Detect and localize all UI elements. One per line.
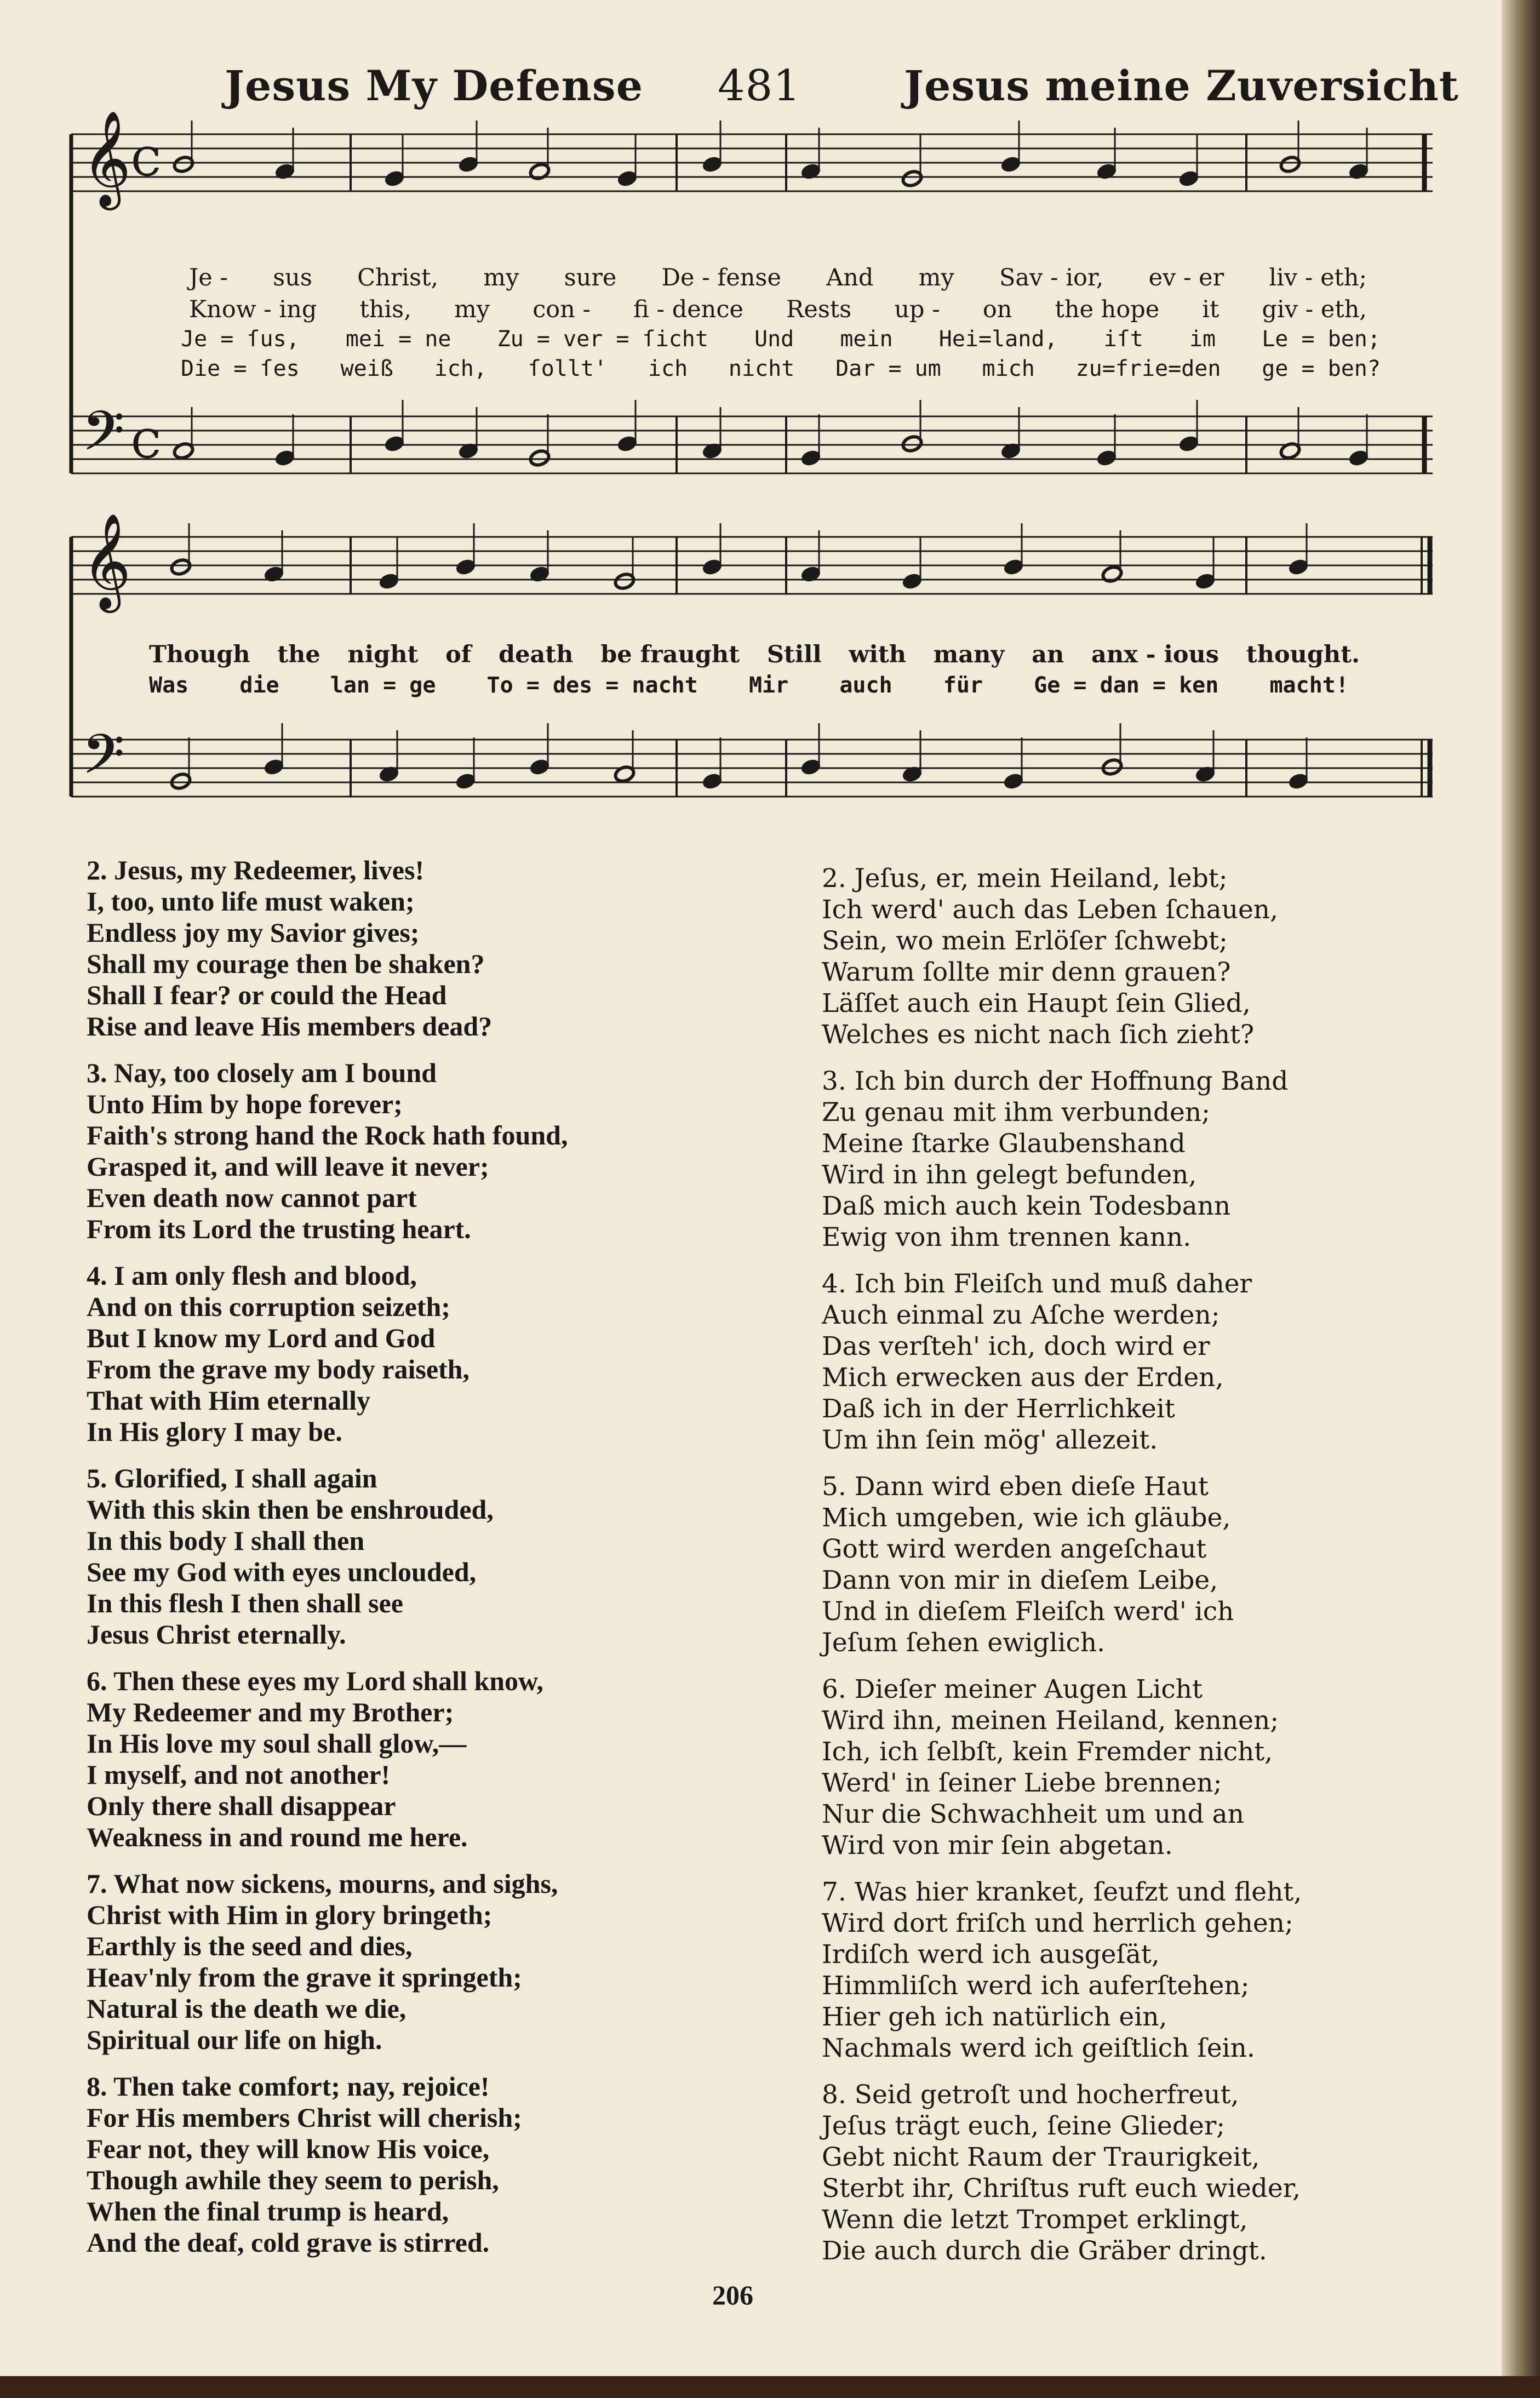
stanza-line: Läſſet auch ein Haupt ſein Glied,: [822, 988, 1251, 1018]
stanza-line: Und in dieſem Fleiſch werd' ich: [822, 1596, 1234, 1627]
lyric-syllable: Ge = dan = ken: [1034, 673, 1219, 698]
stanza-line: For His members Christ will cherish;: [87, 2102, 522, 2133]
stanza-line: Hier geh ich natürlich ein,: [822, 2002, 1167, 2032]
lyric-syllable: Hei=land,: [938, 327, 1058, 352]
lyric-syllable: Christ,: [357, 264, 439, 291]
stanza-line: Nur die Schwachheit um und an: [822, 1799, 1244, 1829]
lyric-syllable: And: [826, 264, 874, 291]
stanza-line: Shall my courage then be shaken?: [87, 948, 485, 979]
stanza-line: Heav'nly from the grave it springeth;: [87, 1962, 522, 1993]
stanza-line: Gott wird werden angeſchaut: [822, 1534, 1207, 1564]
clef-symbol: C: [131, 422, 161, 467]
lyric-syllable: con -: [533, 296, 591, 323]
stanza-line: 7. Was hier kranket, ſeufzt und fleht,: [822, 1877, 1302, 1907]
lyric-syllable: my: [918, 264, 954, 291]
stanza-line: Rise and leave His members dead?: [87, 1011, 493, 1041]
stanza-line: Mich erwecken aus der Erden,: [822, 1363, 1224, 1393]
stanza-line: From its Lord the trusting heart.: [87, 1214, 471, 1244]
lyric-syllable: zu=frie=den: [1075, 356, 1221, 381]
lyric-syllable: Still: [766, 641, 822, 668]
lyric-syllable: Je -: [189, 264, 228, 291]
stanza-line: In this flesh I then shall see: [87, 1588, 403, 1618]
stanza-line: Endless joy my Savior gives;: [87, 917, 420, 948]
lyric-syllable: many: [933, 641, 1005, 668]
lyrics-line-2-english: [149, 641, 1360, 668]
lyric-syllable: of: [445, 641, 472, 668]
lyric-syllable: Dar = um: [835, 356, 941, 381]
lyric-syllable: Rests: [786, 296, 852, 323]
stanza-line: Natural is the death we die,: [87, 1993, 407, 2024]
stanza: [87, 1666, 760, 1853]
lyric-syllable: death: [499, 641, 574, 668]
stanza-line: Das verſteh' ich, doch wird er: [822, 1331, 1210, 1361]
stanza-line: But I know my Lord and God: [87, 1323, 436, 1353]
lyric-syllable: Die = ſes: [181, 356, 300, 381]
lyric-syllable: mich: [982, 356, 1035, 381]
stanza-line: Werd' in ſeiner Liebe brennen;: [822, 1768, 1222, 1798]
stanza-line: Welches es nicht nach ſich zieht?: [822, 1020, 1255, 1050]
stanza-line: And the deaf, cold grave is stirred.: [87, 2227, 490, 2258]
lyric-syllable: an: [1032, 641, 1064, 668]
clef-symbol: C: [131, 140, 161, 185]
stanza-line: Fear not, they will know His voice,: [87, 2133, 490, 2164]
stanza-line: Mich umgeben, wie ich gläube,: [822, 1503, 1231, 1533]
stanza-line: 4. Ich bin Fleiſch und muß daher: [822, 1269, 1252, 1299]
stanza-line: Wird ihn, meinen Heiland, kennen;: [822, 1706, 1279, 1736]
stanza: [822, 1674, 1370, 1861]
stanza-line: Ewig von ihm trennen kann.: [822, 1222, 1192, 1252]
stanza-line: 8. Then take comfort; nay, rejoice!: [87, 2071, 490, 2102]
lyrics-line-2-german: [149, 673, 1349, 698]
hymn-number: 481: [718, 61, 801, 111]
stanzas-german: [822, 863, 1370, 2282]
stanza-line: From the grave my body raiseth,: [87, 1354, 470, 1384]
stanza-line: Though awhile they seem to perish,: [87, 2165, 499, 2195]
stanza-line: Wird von mir ſein abgetan.: [822, 1830, 1173, 1861]
lyric-syllable: macht!: [1269, 673, 1349, 698]
lyric-syllable: To = des = nacht: [486, 673, 698, 698]
page-number: 206: [712, 2280, 753, 2310]
lyric-syllable: the: [277, 641, 320, 668]
stanza: [87, 2071, 760, 2258]
stanza-line: 5. Glorified, I shall again: [87, 1463, 377, 1493]
lyric-syllable: ich: [648, 356, 688, 381]
stanzas-english: [87, 855, 760, 2274]
stanza: [87, 1463, 760, 1650]
stanza-line: Himmliſch werd ich auferſtehen;: [822, 1971, 1250, 2001]
lyric-syllable: ſollt': [528, 356, 608, 381]
lyric-syllable: sure: [564, 264, 617, 291]
stanza-line: 8. Seid getroſt und hocherfreut,: [822, 2080, 1239, 2110]
stanza-line: Nachmals werd ich geiſtlich ſein.: [822, 2033, 1255, 2063]
clef-symbol: 𝄞: [82, 111, 131, 206]
stanza-line: Zu genau mit ihm verbunden;: [822, 1097, 1210, 1128]
stanza: [822, 1268, 1370, 1456]
stanza-line: Grasped it, and will leave it never;: [87, 1151, 489, 1182]
stanza-line: Faith's strong hand the Rock hath found,: [87, 1120, 568, 1151]
stanza-line: 3. Nay, too closely am I bound: [87, 1057, 437, 1088]
lyric-syllable: with: [849, 641, 906, 668]
lyric-syllable: be fraught: [600, 641, 740, 668]
stanza-line: Ich werd' auch das Leben ſchauen,: [822, 895, 1278, 925]
book-edge: [0, 2376, 1540, 2398]
stanza: [822, 1471, 1370, 1658]
stanza: [822, 1876, 1370, 2064]
stanza-line: In this body I shall then: [87, 1525, 365, 1556]
book-spine: [1502, 0, 1540, 2398]
stanza-line: Even death now cannot part: [87, 1182, 417, 1213]
stanza-line: I, too, unto life must waken;: [87, 886, 415, 917]
lyrics-line-1-verse-1-de: [181, 327, 1381, 352]
lyric-syllable: die: [239, 673, 279, 698]
lyric-syllable: my: [454, 296, 490, 323]
lyric-syllable: night: [347, 641, 419, 668]
lyric-syllable: Was: [149, 673, 189, 698]
stanza-line: Irdiſch werd ich ausgeſät,: [822, 1939, 1160, 1970]
lyric-syllable: mei = ne: [345, 327, 451, 352]
lyric-syllable: im: [1189, 327, 1216, 352]
lyric-syllable: it: [1202, 296, 1220, 323]
stanza-line: See my God with eyes unclouded,: [87, 1556, 477, 1587]
lyrics-line-1-verse-2-de: [181, 356, 1381, 381]
stanza: [87, 1057, 760, 1245]
stanza-line: In His love my soul shall glow,—: [87, 1728, 467, 1759]
stanza-line: Die auch durch die Gräber dringt.: [822, 2236, 1267, 2266]
stanza-line: Earthly is the seed and dies,: [87, 1931, 413, 1961]
stanza: [822, 863, 1370, 1050]
stanza-line: 4. I am only flesh and blood,: [87, 1260, 417, 1291]
lyric-syllable: für: [943, 673, 983, 698]
hymn-title-german: Jesus meine Zuversicht: [904, 61, 1459, 110]
stanza-line: 3. Ich bin durch der Hoffnung Band: [822, 1066, 1289, 1096]
stanza-line: Wenn die letzt Trompet erklingt,: [822, 2205, 1248, 2235]
clef-symbol: 𝄞: [82, 513, 131, 609]
stanza: [87, 855, 760, 1042]
lyric-syllable: weiß: [340, 356, 393, 381]
stanza-line: Meine ſtarke Glaubenshand: [822, 1129, 1186, 1159]
lyric-syllable: Le = ben;: [1262, 327, 1381, 352]
lyric-syllable: lan = ge: [330, 673, 436, 698]
stanza-line: Sterbt ihr, Chriſtus ruft euch wieder,: [822, 2173, 1301, 2204]
lyric-syllable: Zu = ver = ſicht: [497, 327, 708, 352]
lyric-syllable: Und: [754, 327, 794, 352]
stanza-line: And on this corruption seizeth;: [87, 1291, 450, 1322]
stanza-line: 6. Then these eyes my Lord shall know,: [87, 1666, 543, 1696]
stanza-line: 2. Jeſus, er, mein Heiland, lebt;: [822, 863, 1228, 894]
stanza: [822, 1066, 1370, 1253]
hymn-title-english: Jesus My Defense: [225, 61, 644, 110]
stanza-line: Jeſus trägt euch, ſeine Glieder;: [822, 2111, 1226, 2141]
stanza-line: Sein, wo mein Erlöſer ſchwebt;: [822, 926, 1228, 956]
stanza-line: Unto Him by hope forever;: [87, 1089, 403, 1119]
lyric-syllable: ev - er: [1148, 264, 1224, 291]
lyric-syllable: fi - dence: [633, 296, 743, 323]
stanza-line: Spiritual our life on high.: [87, 2024, 382, 2055]
stanza-line: That with Him eternally: [87, 1385, 371, 1416]
lyric-syllable: Though: [149, 641, 250, 668]
lyric-syllable: Sav - ior,: [999, 264, 1104, 291]
lyric-syllable: my: [483, 264, 519, 291]
lyric-syllable: mein: [840, 327, 893, 352]
stanza-line: Daß ich in der Herrlichkeit: [822, 1394, 1175, 1424]
lyric-syllable: up -: [894, 296, 940, 323]
stanza-line: Wird dort friſch und herrlich gehen;: [822, 1908, 1293, 1938]
lyric-syllable: the hope: [1055, 296, 1160, 323]
stanza-line: 7. What now sickens, mourns, and sighs,: [87, 1868, 558, 1899]
lyric-syllable: iſt: [1103, 327, 1143, 352]
stanza-line: Shall I fear? or could the Head: [87, 980, 447, 1010]
lyric-syllable: nicht: [728, 356, 795, 381]
stanza-line: In His glory I may be.: [87, 1416, 342, 1447]
lyric-syllable: this,: [359, 296, 411, 323]
stanza: [87, 1868, 760, 2056]
stanza: [822, 2079, 1370, 2267]
stanza-line: With this skin then be enshrouded,: [87, 1494, 494, 1525]
stanza-line: My Redeemer and my Brother;: [87, 1697, 454, 1727]
clef-symbol: 𝄢: [82, 723, 125, 799]
lyric-syllable: Know - ing: [189, 296, 317, 323]
stanza-line: 5. Dann wird eben dieſe Haut: [822, 1472, 1209, 1502]
stanza-line: Auch einmal zu Aſche werden;: [822, 1300, 1220, 1330]
lyric-syllable: De - fense: [661, 264, 781, 291]
stanza-line: Only there shall disappear: [87, 1790, 396, 1821]
lyric-syllable: on: [982, 296, 1012, 323]
lyric-syllable: thought.: [1246, 641, 1360, 668]
lyrics-line-1-verse-1: [189, 264, 1367, 291]
lyric-syllable: Mir: [748, 673, 789, 698]
stanza-line: 6. Dieſer meiner Augen Licht: [822, 1674, 1203, 1704]
stanza-line: Warum ſollte mir denn grauen?: [822, 957, 1231, 987]
lyric-syllable: liv - eth;: [1269, 264, 1367, 291]
lyrics-line-1-verse-2: [189, 296, 1367, 323]
lyric-syllable: Je = ſus,: [181, 327, 300, 352]
lyric-syllable: auch: [839, 673, 892, 698]
stanza: [87, 1260, 760, 1447]
lyric-syllable: ich,: [434, 356, 487, 381]
stanza-line: Dann von mir in dieſem Leibe,: [822, 1565, 1218, 1595]
lyric-syllable: ge = ben?: [1262, 356, 1381, 381]
lyric-syllable: sus: [273, 264, 312, 291]
stanza-line: Daß mich auch kein Todesbann: [822, 1191, 1231, 1221]
stanza-line: Wird in ihn gelegt befunden,: [822, 1160, 1197, 1190]
stanza-line: Jeſum ſehen ewiglich.: [822, 1628, 1106, 1658]
stanza-line: Weakness in and round me here.: [87, 1822, 468, 1852]
stanza-line: Um ihn ſein mög' allezeit.: [822, 1425, 1158, 1455]
lyric-syllable: anx - ious: [1091, 641, 1219, 668]
stanza-line: When the final trump is heard,: [87, 2196, 449, 2227]
stanza-line: Gebt nicht Raum der Traurigkeit,: [822, 2142, 1260, 2172]
stanza-line: I myself, and not another!: [87, 1759, 391, 1790]
stanza-line: Ich, ich ſelbſt, kein Fremder nicht,: [822, 1737, 1273, 1767]
stanza-line: 2. Jesus, my Redeemer, lives!: [87, 855, 425, 885]
stanza-line: Jesus Christ eternally.: [87, 1619, 346, 1650]
lyric-syllable: giv - eth,: [1262, 296, 1367, 323]
stanza-line: Christ with Him in glory bringeth;: [87, 1899, 493, 1930]
clef-symbol: 𝄢: [82, 400, 125, 476]
